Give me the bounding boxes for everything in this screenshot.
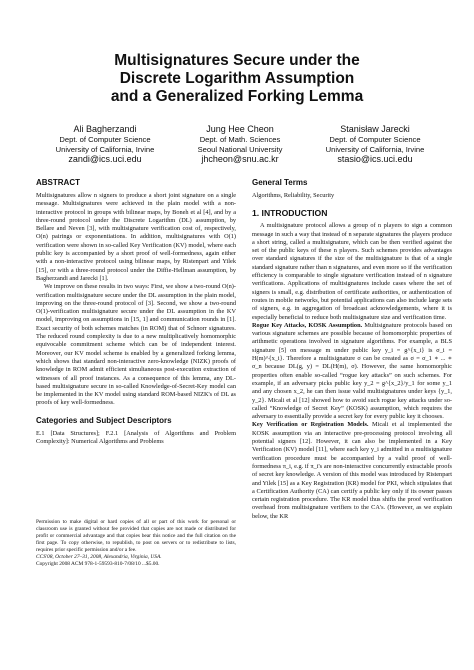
left-column xyxy=(36,178,236,446)
intro-paragraph: A multisignature protocol allows a group of n players to sign a common message in such a way that instead of n separate signatures the players produce a short string, called a multisignature, which can be then verified against the set of the public keys of these n players. Such schemes provides advantages over standard signatures if the size of the multisignature is that of a single standard signature rather than n signatures, and even more so if the verification efficiency is comparable to single signature verification instead of n signature verifications. Applications of multisignatures include cases where the set of signers is small, e.g. distribution of certificate authorities, or authentication of routes in mobile networks, but potential applications can also include large sets of signers, e.g. in aggregation of broadcast acknowledgements, where it is especially beneficial to reduce both multisignature size and verification time. xyxy=(252,222,452,321)
author-univ: University of California, Irvine xyxy=(325,144,425,154)
paper-title xyxy=(0,52,474,106)
abstract-paragraph: We improve on these results in two ways: First, we show a two-round O(n)-verification multisignature secure under the DL assumption in the plain model, improving on the three-round protocol of [3]. Second, we show a two-round O(1)-verification multisignature secure under the DL assumption in the KV model, improving on assumptions in [15, 1] and communication rounds in [1]. Exact security of both schemes matches (in ROM) that of Schnorr signatures. The reduced round complexity is due to a new multiplicatively homomorphic equivocable commitment scheme which can be of independent interest. Moreover, our KV model scheme is enabled by a generalized forking lemma, which shows that standard non-interactive zero-knowledge (NIZK) proofs of knowledge in ROM admit efficient simultaneous post-execution extraction of witnesses of all proof instances. As a consequence of this lemma, any DL-based multisignature secure in so-called Knowledge-of-Secret-Key model can be implemented in the KV model using standard ROM-based NIZK's of DL as proofs of key well-formedness. xyxy=(36,283,236,407)
key-verification-text: Micali et al implemented the KOSK assumption via an interactive pre-processing protocol involving all potential signers [12]. However, it can also be implemented in a Key Verification (KV) model [11], where each key y_i admitted in a multisignature verification procedure must be accompanied by a valid proof of well-formedness π_i, e.g. if π_i's are non-interactive concurrently extractable proofs of secret key knowledge. A version of this model was introduced by Ristenpart and Yilek [15] as a Key Registration (KR) model for PKI, which stipulates that a Certification Authority (CA) can certify a public key only if its owner passes certain registration procedure. The KR model thus shifts the proof verification overhead from multisignature verifiers to the CA's. (However, as we explain below, the KR xyxy=(252,421,452,520)
title-line: Discrete Logarithm Assumption xyxy=(119,70,355,87)
title-line: and a Generalized Forking Lemma xyxy=(110,88,364,105)
author-2 xyxy=(175,124,305,165)
permission-text: Permission to make digital or hard copies of all or part of this work for personal or classroom use is granted without fee provided that copies are not made or distributed for profit or commercial advantage and that copies bear this notice and the full citation on the first page. To copy otherwise, to republish, to post on servers or to redistribute to lists, requires prior specific permission and/or a fee. xyxy=(36,519,236,553)
categories-heading: Categories and Subject Descriptors xyxy=(36,415,172,425)
abstract-paragraph: Multisignatures allow n signers to produce a short joint signature on a single message. Multisignatures were achieved in the plain model with a non-interactive protocol in groups with bilinear maps, by Boneh et al [4], and by a three-round protocol under the Discrete Logarithm (DL) assumption, by Bellare and Neven [3], with multisignature verification cost of, respectively, O(n) pairings or exponentiations. In addition, multisignatures with O(1) verification were shown in so-called Key Verification (KV) model, where each public key is accompanied by a short proof of well-formedness, again either with a non-interactive protocol using bilinear maps, by Ristenpart and Yilek [15], or with a three-round protocol under the Diffie-Hellman assumption, by Bagherzandi and Jarecki [1]. xyxy=(36,192,236,282)
rogue-key-heading: Rogue Key Attacks, KOSK Assumption. xyxy=(252,321,363,329)
copyright-footnote xyxy=(36,519,236,568)
author-dept: Dept. of Math. Sciences xyxy=(199,135,281,144)
rogue-key-paragraph xyxy=(252,322,452,422)
author-email: stasio@ics.uci.edu xyxy=(337,154,413,164)
right-column xyxy=(252,178,452,521)
author-1 xyxy=(40,124,170,165)
general-terms-heading: General Terms xyxy=(252,178,308,187)
author-email: jhcheon@snu.ac.kr xyxy=(201,154,279,164)
categories-text: E.1 [Data Structures]; F.2.1 [Analysis of Algorithms and Problem Complexity]: Numerical Algorithms and Problems xyxy=(36,429,236,446)
author-univ: University of California, Irvine xyxy=(55,144,155,154)
author-dept: Dept. of Computer Science xyxy=(59,135,151,144)
title-line: Multisignatures Secure under the xyxy=(114,52,360,69)
author-block xyxy=(40,124,440,165)
author-name: Ali Bagherzandi xyxy=(73,124,137,134)
author-name: Jung Hee Cheon xyxy=(206,124,274,134)
general-terms-text: Algorithms, Reliability, Security xyxy=(252,192,335,199)
venue-text: CCS'08, October 27–31, 2008, Alexandria, Virginia, USA. xyxy=(36,554,162,560)
author-name: Stanisław Jarecki xyxy=(340,124,410,134)
abstract-heading: ABSTRACT xyxy=(36,178,80,187)
rogue-key-text: Multisignature protocols based on various signature schemes are possible because of homomorphic properties of arithmetic operations involved in signature algorithms. For example, a BLS signature [5] on message m under public key y_i = g^{x_i} is σ_i = H(m)^{x_i}. Therefore a multisignature σ can be created as σ = σ_1 ∗ ... ∗ σ_n because DL(g, y) = DL(H(m), σ). However, the same homomorphic properties often enable so-called “rogue key attacks” on such schemes. For example, if an adversary picks public key y_2 = g^{x_2}/y_1 for some y_1 and any chosen x_2, he can then issue valid multisignatures under keys {y_1, y_2}. Micali et al [12] showed how to avoid such rogue key attacks under so-called “Knowledge of Secret Key” (KOSK) assumption, which requires the adversary to essentially provide a secret key for every public key it chooses. xyxy=(252,321,452,421)
author-univ: Seoul National University xyxy=(197,144,283,154)
key-verification-heading: Key Verification or Registration Models. xyxy=(252,421,369,429)
key-verification-paragraph xyxy=(252,421,452,521)
author-3 xyxy=(310,124,440,165)
introduction-heading: 1. INTRODUCTION xyxy=(252,208,328,219)
author-dept: Dept. of Computer Science xyxy=(329,135,421,144)
copyright-text: Copyright 2008 ACM 978-1-59593-810-7/08/10 ...$5.00. xyxy=(36,561,160,567)
author-email: zandi@ics.uci.edu xyxy=(68,154,142,164)
